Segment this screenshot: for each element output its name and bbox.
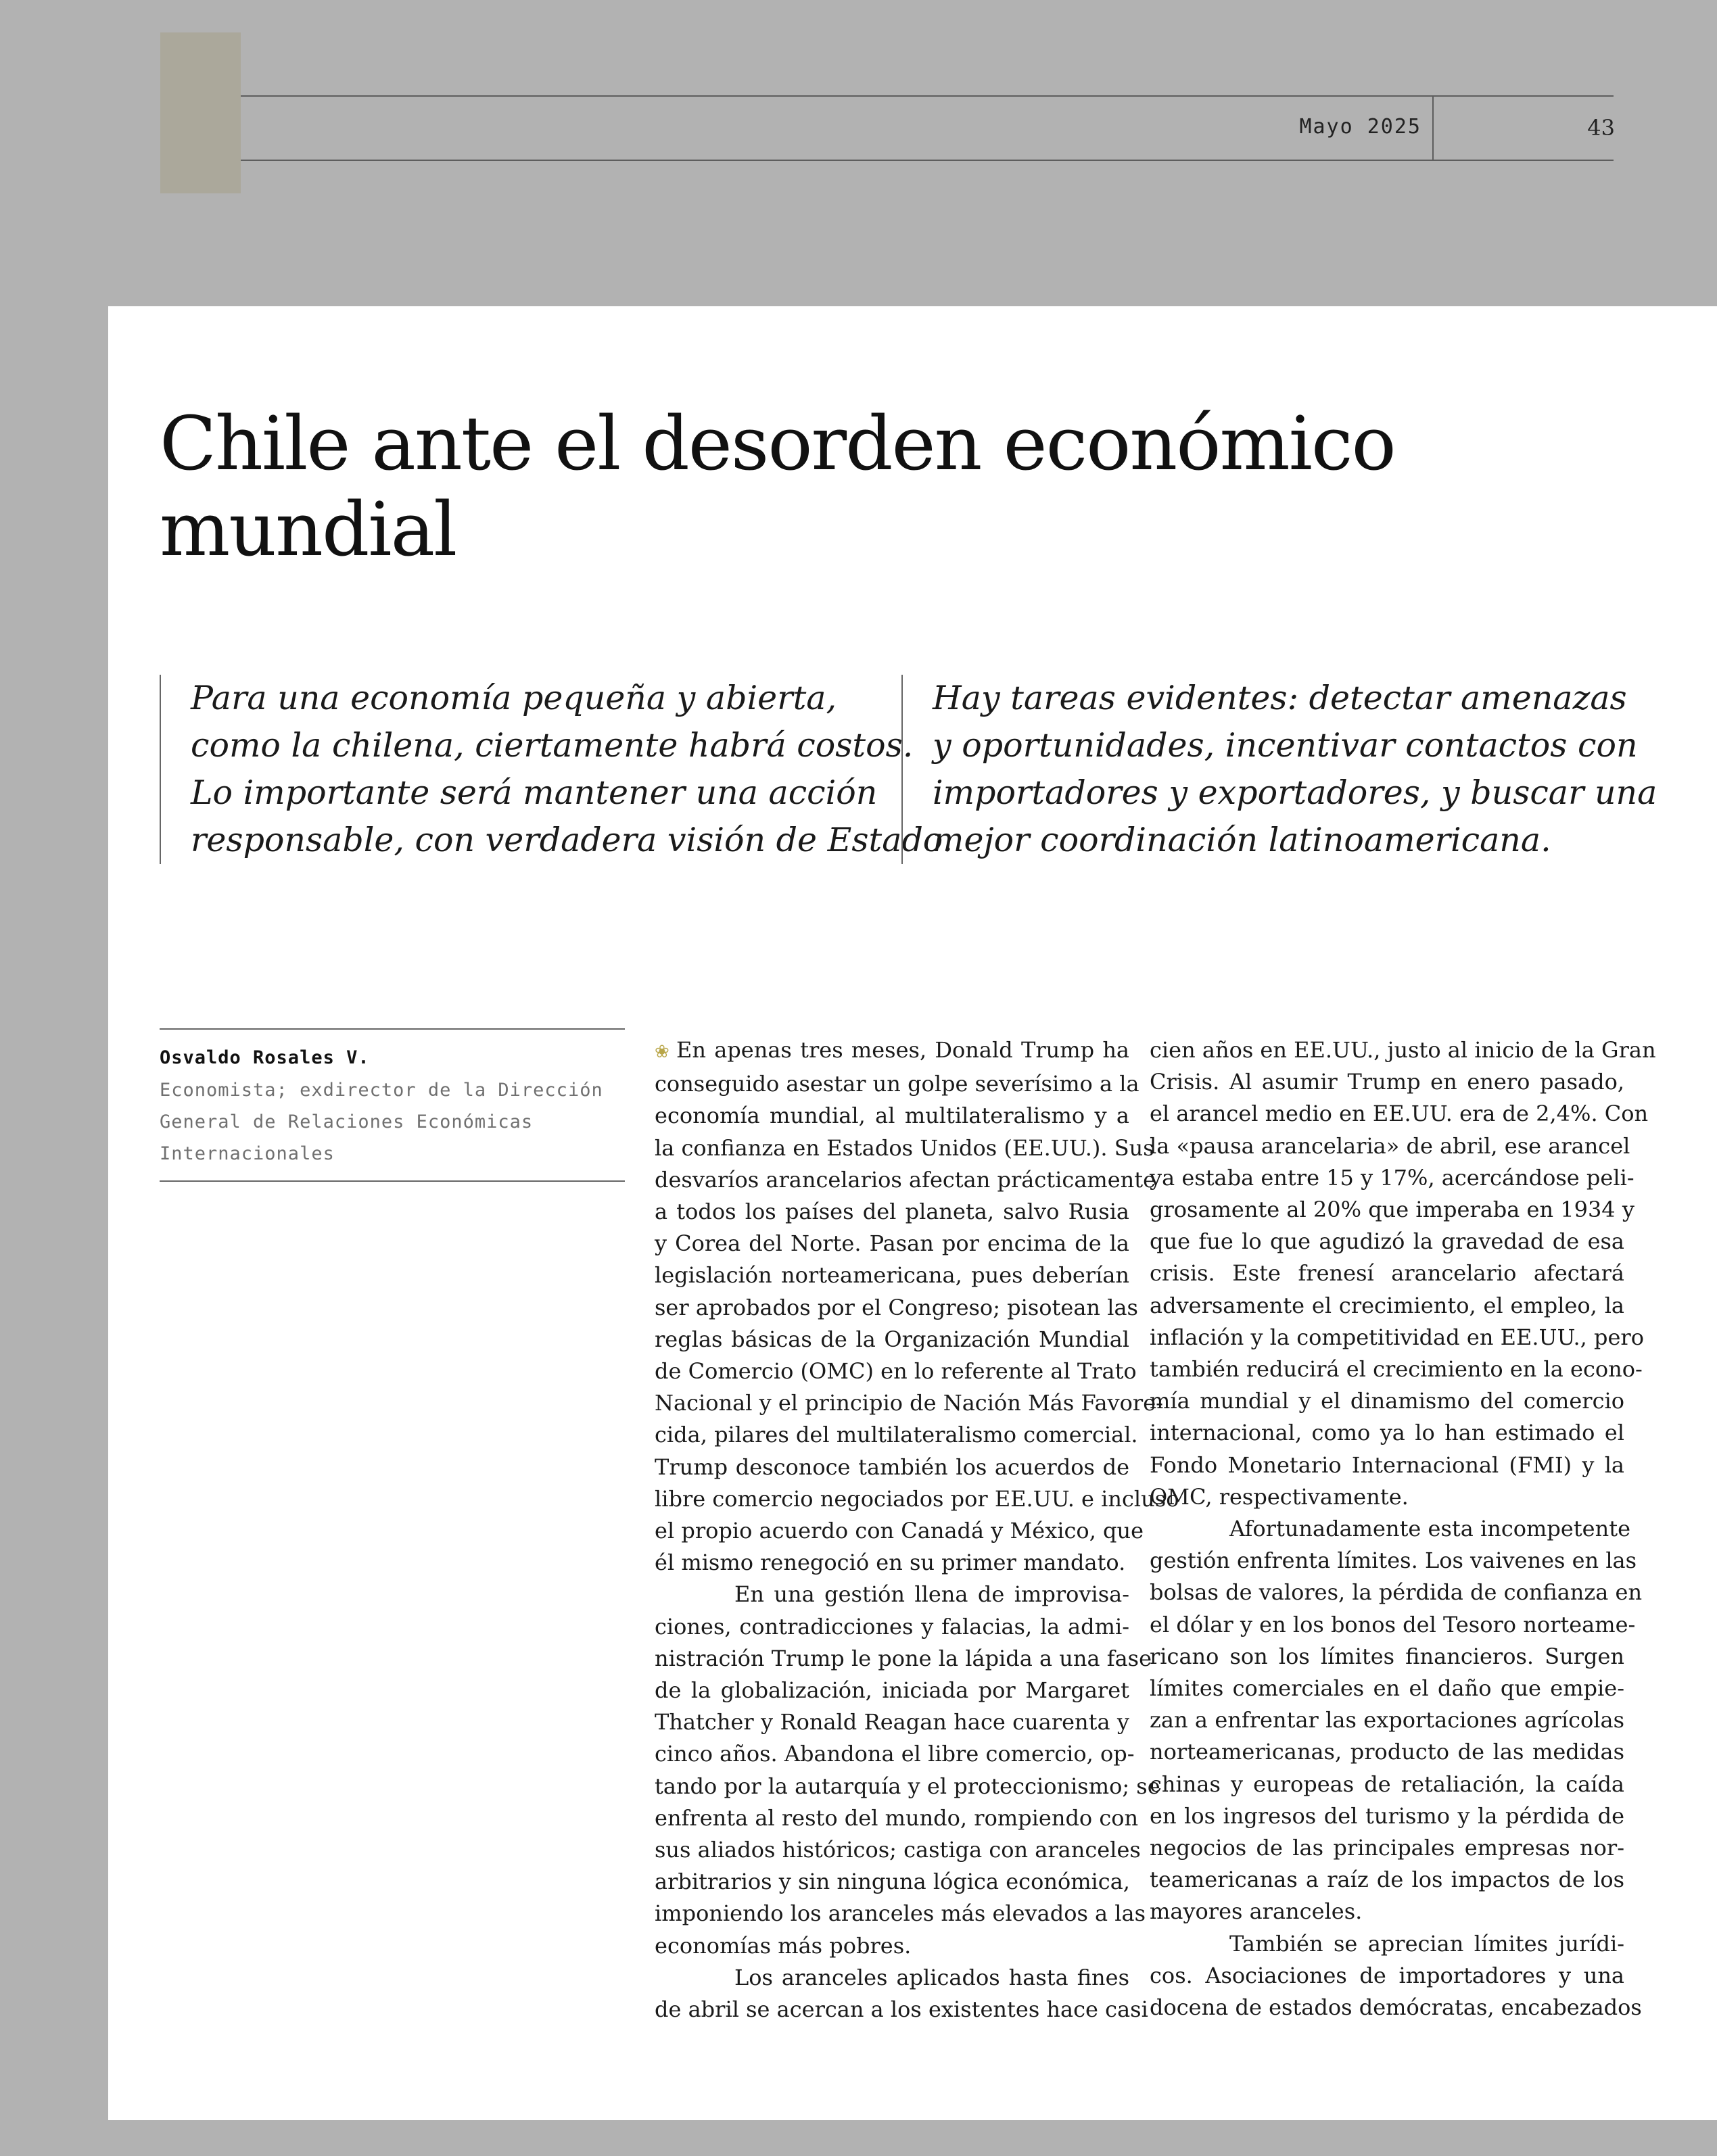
body-line: crisis. Este frenesí arancelario afectará bbox=[1150, 1260, 1624, 1287]
article-title: Chile ante el desorden económico mundial bbox=[160, 400, 1395, 573]
body-line: Los aranceles aplicados hasta fines bbox=[734, 1964, 1129, 1990]
body-line: él mismo renegoció en su primer mandato. bbox=[655, 1550, 1126, 1576]
pullquote-line: Lo importante será mantener una acción bbox=[191, 773, 878, 812]
body-line: mayores aranceles. bbox=[1150, 1898, 1363, 1925]
body-line: chinas y europeas de retaliación, la caída bbox=[1150, 1771, 1624, 1797]
body-line: economía mundial, al multilateralismo y a bbox=[655, 1103, 1129, 1129]
body-line: También se aprecian límites jurídi- bbox=[1229, 1930, 1624, 1957]
pullquote-line: Para una economía pequeña y abierta, bbox=[191, 679, 837, 717]
body-line: docena de estados demócratas, encabezados bbox=[1150, 1994, 1642, 2021]
body-line: de Comercio (OMC) en lo referente al Trato bbox=[655, 1358, 1137, 1385]
body-line-text: En apenas tres meses, Donald Trump ha bbox=[676, 1037, 1129, 1063]
pullquote-line: como la chilena, ciertamente habrá costos. bbox=[191, 726, 914, 765]
body-line: sus aliados históricos; castiga con aranceles bbox=[655, 1837, 1141, 1863]
pullquote-left bbox=[160, 675, 954, 864]
pullquote-line: y oportunidades, incentivar contactos con bbox=[933, 726, 1638, 765]
issue-date: Mayo 2025 bbox=[1299, 115, 1421, 139]
body-line: ciones, contradicciones y falacias, la admi- bbox=[655, 1613, 1129, 1639]
article-page bbox=[108, 306, 1717, 2120]
body-line: cinco años. Abandona el libre comercio, op- bbox=[655, 1741, 1135, 1767]
author-box bbox=[160, 1028, 625, 1182]
body-line: Fondo Monetario Internacional (FMI) y la bbox=[1150, 1452, 1624, 1478]
body-line: ser aprobados por el Congreso; pisotean las bbox=[655, 1294, 1138, 1320]
body-line bbox=[655, 1034, 1129, 1068]
body-line: norteamericanas, producto de las medidas bbox=[1150, 1739, 1624, 1765]
body-line: Thatcher y Ronald Reagan hace cuarenta y bbox=[655, 1709, 1129, 1735]
pullquote-line: responsable, con verdadera visión de Estado. bbox=[191, 821, 954, 859]
page-number: 43 bbox=[1587, 115, 1615, 141]
body-line: Crisis. Al asumir Trump en enero pasado, bbox=[1150, 1069, 1624, 1095]
body-line: también reducirá el crecimiento en la econo- bbox=[1150, 1356, 1643, 1383]
body-line: arbitrarios y sin ninguna lógica económica, bbox=[655, 1869, 1130, 1895]
body-line: gestión enfrenta límites. Los vaivenes en las bbox=[1150, 1548, 1637, 1574]
author-bio: Economista; exdirector de la Dirección General de Relaciones Económicas Internacionales bbox=[160, 1080, 603, 1164]
body-line: la «pausa arancelaria» de abril, ese arancel bbox=[1150, 1132, 1630, 1159]
body-line: economías más pobres. bbox=[655, 1932, 912, 1959]
body-line: cida, pilares del multilateralismo comercial. bbox=[655, 1422, 1138, 1448]
body-line: en los ingresos del turismo y la pérdida de bbox=[1150, 1802, 1624, 1829]
pullquote-right bbox=[901, 675, 1657, 864]
author-name: Osvaldo Rosales V. bbox=[160, 1047, 370, 1068]
body-line: En una gestión llena de improvisa- bbox=[734, 1581, 1129, 1608]
body-line: zan a enfrentar las exportaciones agrícolas bbox=[1150, 1707, 1624, 1733]
body-line: reglas básicas de la Organización Mundial bbox=[655, 1326, 1129, 1352]
pullquote-line: importadores y exportadores, y buscar una bbox=[933, 773, 1657, 812]
body-line: nistración Trump le pone la lápida a una fase bbox=[655, 1645, 1152, 1671]
body-line: y Corea del Norte. Pasan por encima de la bbox=[655, 1230, 1129, 1257]
body-line: a todos los países del planeta, salvo Rusia bbox=[655, 1199, 1129, 1225]
pullquote-line: mejor coordinación latinoamericana. bbox=[933, 821, 1551, 859]
body-line: negocios de las principales empresas nor- bbox=[1150, 1835, 1624, 1861]
body-line: ya estaba entre 15 y 17%, acercándose peli- bbox=[1150, 1164, 1634, 1191]
body-line: bolsas de valores, la pérdida de confianza en bbox=[1150, 1579, 1643, 1606]
body-line: de la globalización, iniciada por Margaret bbox=[655, 1677, 1129, 1704]
flower-ornament-icon: ❀ bbox=[655, 1042, 669, 1062]
body-column-1 bbox=[655, 1034, 1179, 2026]
section-tab-marker bbox=[160, 32, 241, 193]
body-line: Trump desconoce también los acuerdos de bbox=[655, 1454, 1129, 1480]
body-line: inflación y la competitividad en EE.UU., pero bbox=[1150, 1324, 1644, 1350]
body-line: grosamente al 20% que imperaba en 1934 y bbox=[1150, 1197, 1634, 1223]
header-divider bbox=[1432, 95, 1434, 161]
body-line: el propio acuerdo con Canadá y México, que bbox=[655, 1518, 1144, 1544]
body-line: conseguido asestar un golpe severísimo a la bbox=[655, 1071, 1139, 1097]
body-line: tando por la autarquía y el proteccionismo; se bbox=[655, 1773, 1160, 1799]
body-line: límites comerciales en el daño que empie- bbox=[1150, 1675, 1624, 1702]
body-line: el dólar y en los bonos del Tesoro norteame- bbox=[1150, 1611, 1636, 1637]
body-line: imponiendo los aranceles más elevados a las bbox=[655, 1900, 1146, 1927]
body-line: desvaríos arancelarios afectan prácticamente bbox=[655, 1166, 1156, 1193]
body-line: el arancel medio en EE.UU. era de 2,4%. Con bbox=[1150, 1101, 1649, 1127]
body-line: OMC, respectivamente. bbox=[1150, 1483, 1409, 1510]
body-line: mía mundial y el dinamismo del comercio bbox=[1150, 1388, 1624, 1414]
body-column-2 bbox=[1150, 1034, 1656, 2023]
body-line: legislación norteamericana, pues deberían bbox=[655, 1262, 1129, 1289]
body-line: adversamente el crecimiento, el empleo, la bbox=[1150, 1292, 1624, 1318]
body-line: libre comercio negociados por EE.UU. e incluso bbox=[655, 1485, 1179, 1512]
body-line: ricano son los límites financieros. Surgen bbox=[1150, 1643, 1624, 1669]
header-rule-top bbox=[241, 95, 1614, 97]
body-line: Afortunadamente esta incompetente bbox=[1229, 1516, 1630, 1542]
header-rule-bottom bbox=[241, 160, 1614, 161]
pullquote-line: Hay tareas evidentes: detectar amenazas bbox=[933, 679, 1627, 717]
body-line: cien años en EE.UU., justo al inicio de la Gran bbox=[1150, 1037, 1656, 1063]
body-line: de abril se acercan a los existentes hace casi bbox=[655, 1996, 1148, 2023]
body-line: Nacional y el principio de Nación Más Favore- bbox=[655, 1390, 1163, 1416]
body-line: teamericanas a raíz de los impactos de los bbox=[1150, 1867, 1624, 1893]
body-line: enfrenta al resto del mundo, rompiendo con bbox=[655, 1804, 1139, 1831]
body-line: la confianza en Estados Unidos (EE.UU.). Sus bbox=[655, 1134, 1154, 1161]
body-line: que fue lo que agudizó la gravedad de esa bbox=[1150, 1228, 1624, 1255]
body-line: internacional, como ya lo han estimado el bbox=[1150, 1420, 1624, 1446]
body-line: cos. Asociaciones de importadores y una bbox=[1150, 1962, 1624, 1988]
